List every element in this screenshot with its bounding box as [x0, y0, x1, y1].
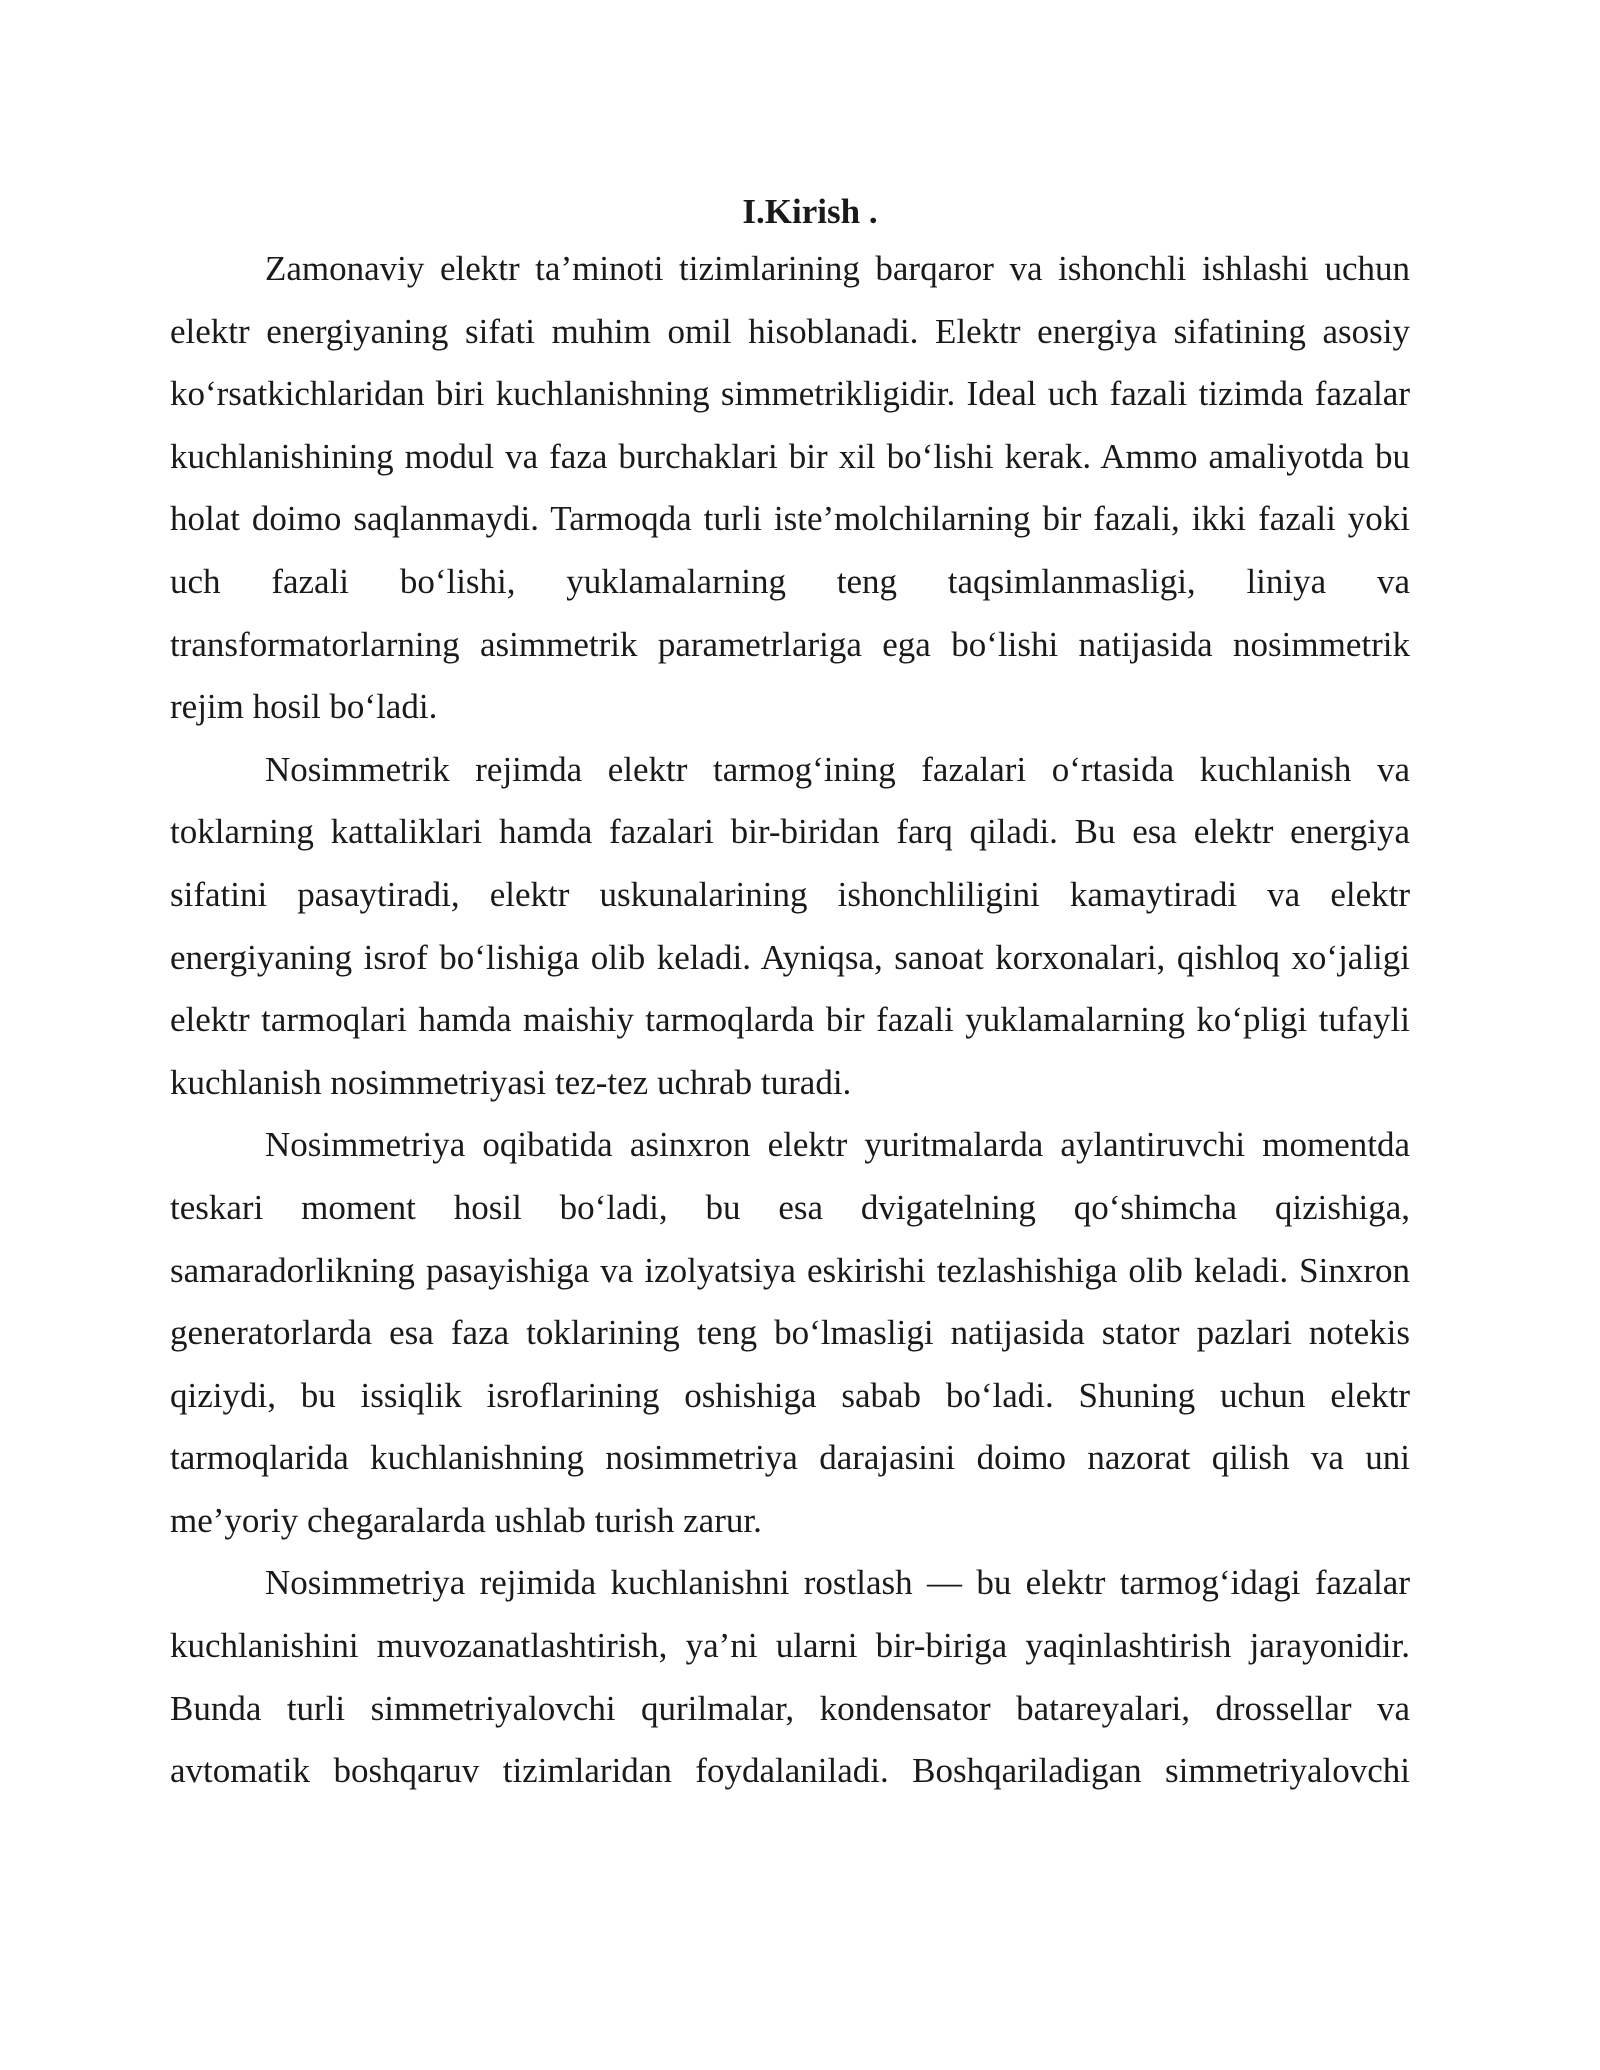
document-title: I.Kirish .	[742, 192, 878, 231]
paragraph-2: Nosimmetrik rejimda elektr tarmog‘ining fazalari o‘rtasida kuchlanish va toklarning kattaliklari hamda fazalari bir-biridan farq qiladi. Bu esa elektr energiya sifatini pasaytiradi, elektr uskunalarining ishonchliligini kamaytiradi va elektr energiyaning isrof bo‘lishiga olib keladi. Ayniqsa, sanoat korxonalari, qishloq xo‘jaligi elektr tarmoqlari hamda maishiy tarmoqlarda bir fazali yuklamalarning ko‘pligi tufayli kuchlanish nosimmetriyasi tez-tez uchrab turadi.	[170, 749, 1410, 1102]
paragraph-3: Nosimmetriya oqibatida asinxron elektr yuritmalarda aylantiruvchi momentda teskari moment hosil bo‘ladi, bu esa dvigatelning qo‘shimcha qizishiga, samaradorlikning pasayishiga va izolyatsiya eskirishi tezlashishiga olib keladi. Sinxron generatorlarda esa faza toklarining teng bo‘lmasligi natijasida stator pazlari notekis qiziydi, bu issiqlik isroflarining oshishiga sabab bo‘ladi. Shuning uchun elektr tarmoqlarida kuchlanishning nosimmetriya darajasini doimo nazorat qilish va uni me’yoriy chegaralarda ushlab turish zarur.	[170, 1125, 1410, 1540]
document-page	[170, 186, 1410, 1803]
paragraph-1: Zamonaviy elektr ta’minoti tizimlarining barqaror va ishonchli ishlashi uchun elektr energiyaning sifati muhim omil hisoblanadi. Elektr energiya sifatining asosiy ko‘rsatkichlaridan biri kuchlanishning simmetrikligidir. Ideal uch fazali tizimda fazalar kuchlanishining modul va faza burchaklari bir xil bo‘lishi kerak. Ammo amaliyotda bu holat doimo saqlanmaydi. Tarmoqda turli iste’molchilarning bir fazali, ikki fazali yoki uch fazali bo‘lishi, yuklamalarning teng taqsimlanmasligi, liniya va transformatorlarning asimmetrik parametrlariga ega bo‘lishi natijasida nosimmetrik rejim hosil bo‘ladi.	[170, 249, 1410, 727]
paragraph-4: Nosimmetriya rejimida kuchlanishni rostlash — bu elektr tarmog‘idagi fazalar kuchlanishini muvozanatlashtirish, ya’ni ularni bir-biriga yaqinlashtirish jarayonidir. Bunda turli simmetriyalovchi qurilmalar, kondensator batareyalari, drossellar va avtomatik boshqaruv tizimlaridan foydalaniladi. Boshqariladigan simmetriyalovchi	[170, 1563, 1410, 1791]
